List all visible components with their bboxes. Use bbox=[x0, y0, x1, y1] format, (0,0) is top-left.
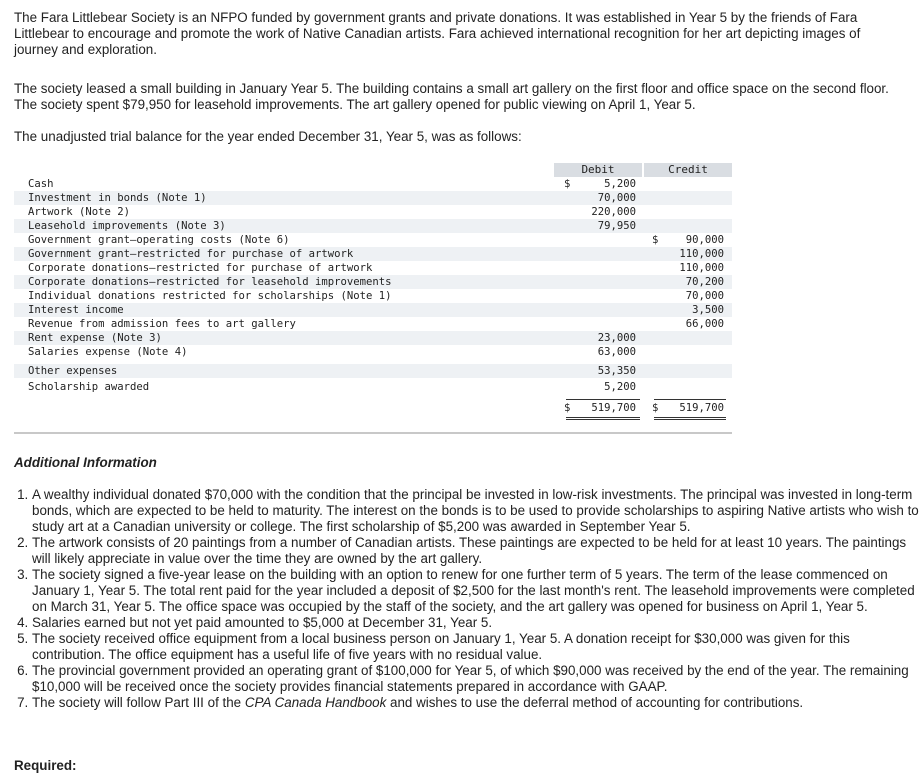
account-name: Scholarship awarded bbox=[28, 381, 150, 393]
note-item: 6. The provincial government provided an operating grant of $100,000 for Year 5, of which $90,000 was received by the end of the year. The remaining $10,000 will be received once the society provides financial statements prepared in accordance with GAAP. bbox=[32, 663, 922, 695]
note-item bbox=[32, 695, 922, 711]
debit-total-dollar-sign: $ bbox=[564, 402, 571, 414]
account-name: Artwork (Note 2) bbox=[28, 206, 131, 218]
debit-header: Debit bbox=[581, 163, 615, 176]
trial-balance-table bbox=[14, 161, 732, 434]
intro-paragraph-1: The Fara Littlebear Society is an NFPO funded by government grants and private donations. It was established in Year 5 by the friends of Fara Littlebear to encourage and promote the work of Native Canadian artists. Fara achieved international recognition for her art depicting images of journey and exploration. bbox=[14, 10, 861, 57]
account-name: Leasehold improvements (Note 3) bbox=[28, 220, 226, 232]
trial-balance-row bbox=[14, 345, 732, 359]
note-item: 5. The society received office equipment from a local business person on January 1, Year 5. A donation receipt for $30,000 was given for this contribution. The office equipment has a useful life of five years with no residual value. bbox=[32, 631, 922, 663]
debit-total: 519,700 bbox=[591, 402, 636, 414]
trial-balance-row bbox=[14, 364, 732, 378]
trial-balance-row bbox=[14, 177, 732, 191]
credit-amount: 110,000 bbox=[679, 248, 724, 260]
credit-amount: 3,500 bbox=[692, 304, 724, 316]
credit-subtotal-rule bbox=[654, 399, 726, 400]
account-name: Interest income bbox=[28, 304, 124, 316]
debit-amount: 70,000 bbox=[597, 192, 636, 204]
debit-amount: 23,000 bbox=[597, 332, 636, 344]
debit-dollar-sign: $ bbox=[564, 178, 571, 190]
account-name: Individual donations restricted for scholarships (Note 1) bbox=[28, 290, 392, 302]
account-name: Rent expense (Note 3) bbox=[28, 332, 162, 344]
debit-subtotal-rule bbox=[566, 399, 640, 400]
additional-information-list bbox=[14, 487, 922, 711]
note-item: 1. A wealthy individual donated $70,000 with the condition that the principal be invested in low-risk investments. The principal was invested in long-term bonds, which are expected to be held to maturity. The interest on the bonds is to be used to provide scholarships to aspiring Native artists who wish to study art at a Canadian university or college. The first scholarship of $5,200 was awarded in September Year 5. bbox=[32, 487, 922, 535]
account-name: Investment in bonds (Note 1) bbox=[28, 192, 207, 204]
debit-amount: 5,200 bbox=[604, 178, 636, 190]
note-7-text-before: The society will follow Part III of the bbox=[32, 695, 245, 710]
required-heading: Required: bbox=[14, 758, 77, 773]
account-name: Cash bbox=[28, 178, 54, 190]
trial-balance-row bbox=[14, 289, 732, 303]
credit-total: 519,700 bbox=[679, 402, 724, 414]
debit-amount: 79,950 bbox=[597, 220, 636, 232]
trial-balance-row bbox=[14, 317, 732, 331]
trial-balance-row bbox=[14, 380, 732, 394]
trial-balance-row bbox=[14, 191, 732, 205]
credit-amount: 66,000 bbox=[685, 318, 724, 330]
trial-balance-header bbox=[14, 161, 732, 177]
trial-balance-row bbox=[14, 233, 732, 247]
credit-amount: 70,200 bbox=[685, 276, 724, 288]
account-name: Other expenses bbox=[28, 365, 118, 377]
account-name: Corporate donations—restricted for leasehold improvements bbox=[28, 276, 392, 288]
credit-amount: 110,000 bbox=[679, 262, 724, 274]
intro-paragraph-2: The society leased a small building in January Year 5. The building contains a small art gallery on the first floor and office space on the second floor. The society spent $79,950 for leasehold improvements. The art gallery opened for public viewing on April 1, Year 5. bbox=[14, 81, 889, 112]
additional-information-title: Additional Information bbox=[14, 455, 157, 470]
debit-amount: 220,000 bbox=[591, 206, 636, 218]
debit-amount: 63,000 bbox=[597, 346, 636, 358]
credit-header: Credit bbox=[668, 163, 708, 176]
handbook-title: CPA Canada Handbook bbox=[244, 695, 387, 710]
account-name: Government grant—restricted for purchase of artwork bbox=[28, 248, 354, 260]
trial-balance-row bbox=[14, 261, 732, 275]
credit-total-double-rule bbox=[654, 417, 726, 420]
trial-balance-row bbox=[14, 331, 732, 345]
account-name: Revenue from admission fees to art gallery bbox=[28, 318, 296, 330]
account-name: Salaries expense (Note 4) bbox=[28, 346, 188, 358]
trial-balance-totals-row bbox=[14, 401, 732, 415]
intro-paragraph-3: The unadjusted trial balance for the year ended December 31, Year 5, was as follows: bbox=[14, 129, 522, 144]
note-item: 4. Salaries earned but not yet paid amounted to $5,000 at December 31, Year 5. bbox=[32, 615, 922, 631]
account-name: Corporate donations—restricted for purchase of artwork bbox=[28, 262, 373, 274]
debit-amount: 53,350 bbox=[597, 365, 636, 377]
account-name: Government grant—operating costs (Note 6) bbox=[28, 234, 290, 246]
note-7-text-after: and wishes to use the deferral method of accounting for contributions. bbox=[386, 695, 804, 710]
credit-amount: 70,000 bbox=[685, 290, 724, 302]
note-item: 2. The artwork consists of 20 paintings from a number of Canadian artists. These paintings are expected to be held for at least 10 years. The paintings will likely appreciate in value over the time they are owned by the art gallery. bbox=[32, 535, 922, 567]
trial-balance-row bbox=[14, 205, 732, 219]
debit-amount: 5,200 bbox=[604, 381, 636, 393]
trial-balance-row bbox=[14, 275, 732, 289]
credit-dollar-sign: $ bbox=[652, 234, 659, 246]
credit-amount: 90,000 bbox=[685, 234, 724, 246]
trial-balance-row bbox=[14, 247, 732, 261]
trial-balance-row bbox=[14, 303, 732, 317]
credit-total-dollar-sign: $ bbox=[652, 402, 659, 414]
trial-balance-row bbox=[14, 219, 732, 233]
note-item: 3. The society signed a five-year lease on the building with an option to renew for one further term of 5 years. The term of the lease commenced on January 1, Year 5. The total rent paid for the year included a deposit of $2,500 for the last month's rent. The leasehold improvements were completed on March 31, Year 5. The office space was occupied by the staff of the society, and the art gallery was opened for business on April 1, Year 5. bbox=[32, 567, 922, 615]
debit-total-double-rule bbox=[566, 417, 640, 420]
